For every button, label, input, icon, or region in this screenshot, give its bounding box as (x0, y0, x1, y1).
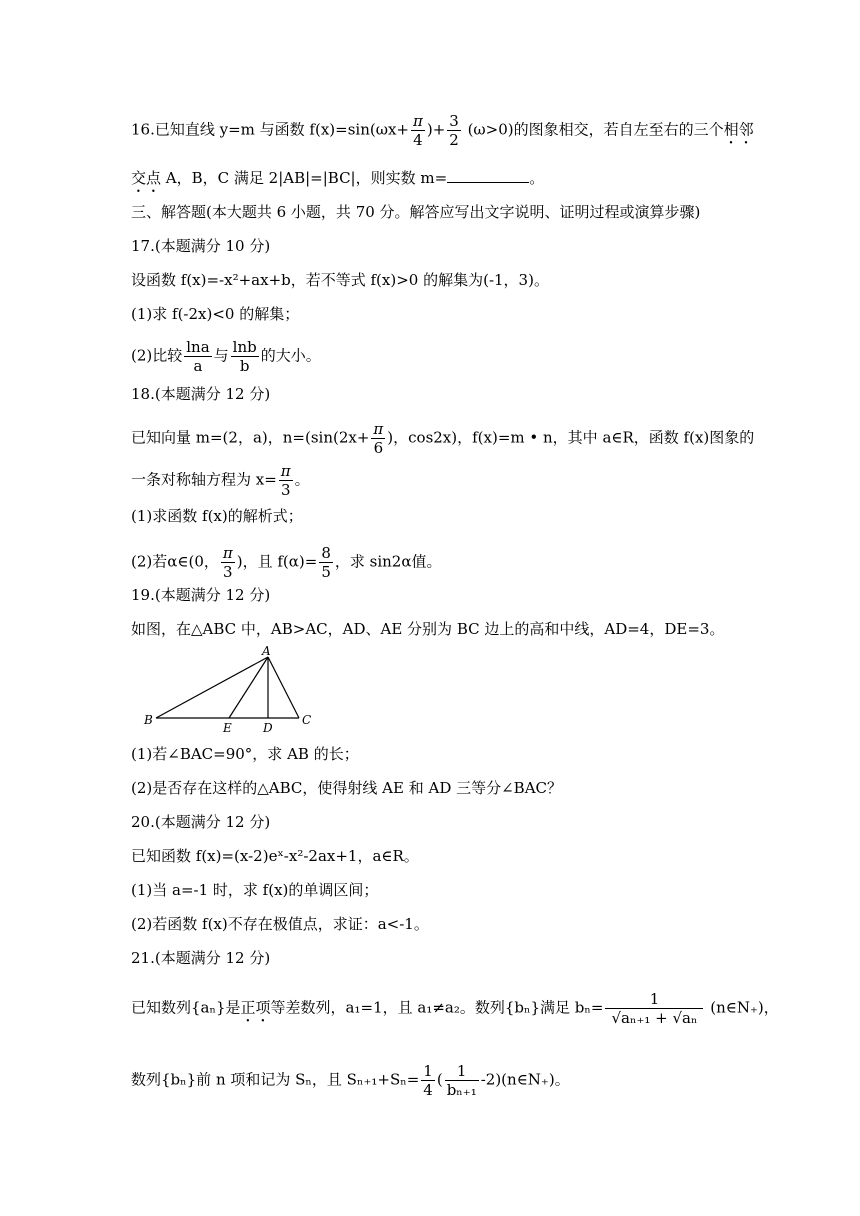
label-c: C (302, 713, 312, 727)
q17-part1: (1)求 f(-2x)<0 的解集； (131, 305, 300, 323)
q21-line2: 数列{bₙ}前 n 项和记为 Sₙ，且 Sₙ₊₁+Sₙ= $\frac{1}{4}$ ( $\frac{1}{\text{bₙ₊₁}}$ -2)(n∈N₊)。 (131, 1062, 570, 1099)
q20-part2: (2)若函数 f(x)不存在极值点，求证：a<-1。 (131, 915, 429, 933)
q18-head: 18.(本题满分 12 分) (131, 385, 271, 403)
triangle-figure (131, 644, 315, 736)
frac-pi-over-3: $\frac{\pi}{3}$ (280, 462, 291, 499)
frac-pi-over-6: $\frac{\pi}{6}$ (373, 420, 384, 457)
q17-stem: 设函数 f(x)=-x²+ax+b，若不等式 f(x)>0 的解集为(-1，3)。 (131, 271, 549, 289)
q19-part1: (1)若∠BAC=90°，求 AB 的长； (131, 745, 359, 763)
q18-stem: 已知向量 m=(2，a)，n=(sin(2x+ $\frac{\pi}{6}$ )，cos2x)，f(x)=m • n，其中 a∈R，函数 f(x)图象的 (131, 420, 755, 457)
q21-head: 21.(本题满分 12 分) (131, 949, 271, 967)
q20-head: 20.(本题满分 12 分) (131, 813, 271, 831)
answer-blank (447, 168, 529, 183)
frac-lnb-over-b: $\frac{\ln b}{b}$ (232, 338, 257, 375)
label-e: E (223, 721, 232, 735)
label-b: B (144, 713, 153, 727)
q17-head: 17.(本题满分 10 分) (131, 237, 271, 255)
frac-8-over-5: $\frac{8}{5}$ (321, 544, 331, 581)
q19-head: 19.(本题满分 12 分) (131, 586, 271, 604)
q16-line1: 16.已知直线 y=m 与函数 f(x)=sin(ωx+ $\frac{\pi}{4}$ )+ $\frac{3}{2}$ (ω>0)的图象相交，若自左至右的三个相邻 (131, 112, 754, 149)
q21-line1: 已知数列{aₙ}是正项等差数列，a₁=1，且 a₁≠a₂。数列{bₙ}满足 bₙ= $\frac{1}{\text{√aₙ₊₁ + √aₙ}}$ (n∈N₊)， (131, 990, 779, 1027)
q16-line2: 交点 A，B，C 满足 2|AB|=|BC|，则实数 m= 。 (131, 169, 545, 187)
q17-part2: (2)比较 $\frac{\ln a}{a}$ 与 $\frac{\ln b}{b}$ 的大小。 (131, 338, 321, 375)
label-a: A (262, 644, 271, 658)
section-3-heading: 三、解答题(本大题共 6 小题，共 70 分。解答应写出文字说明、证明过程或演算步骤) (131, 203, 701, 221)
q19-stem: 如图，在△ABC 中，AB>AC，AD、AE 分别为 BC 边上的高和中线，AD=4，DE=3。 (131, 620, 725, 638)
frac-pi-over-3-b: $\frac{\pi}{3}$ (222, 544, 233, 581)
frac-1-over-b-n-plus-1: $\frac{1}{\text{bₙ₊₁}}$ (446, 1062, 477, 1099)
q20-stem: 已知函数 f(x)=(x-2)eˣ-x²-2ax+1，a∈R。 (131, 847, 419, 865)
q18-part2: (2)若α∈(0， $\frac{\pi}{3}$ )，且 f(α)= $\frac{8}{5}$ ，求 sin2α值。 (131, 544, 442, 581)
frac-3-over-2: $\frac{3}{2}$ (449, 112, 459, 149)
q18-part1: (1)求函数 f(x)的解析式； (131, 507, 303, 525)
segment-ab (156, 657, 268, 718)
segment-ac (268, 657, 299, 718)
frac-b-n-definition: $\frac{1}{\text{√aₙ₊₁ + √aₙ}}$ (605, 990, 703, 1027)
q18-line2: 一条对称轴方程为 x= $\frac{\pi}{3}$ 。 (131, 462, 310, 499)
frac-pi-over-4: $\frac{\pi}{4}$ (412, 112, 423, 149)
segment-ae (229, 657, 268, 718)
frac-1-over-4: $\frac{1}{4}$ (423, 1062, 433, 1099)
frac-lna-over-a: $\frac{\ln a}{a}$ (186, 338, 210, 375)
label-d: D (263, 721, 273, 735)
q19-part2: (2)是否存在这样的△ABC，使得射线 AE 和 AD 三等分∠BAC？ (131, 779, 563, 797)
q20-part1: (1)当 a=-1 时，求 f(x)的单调区间； (131, 881, 379, 899)
